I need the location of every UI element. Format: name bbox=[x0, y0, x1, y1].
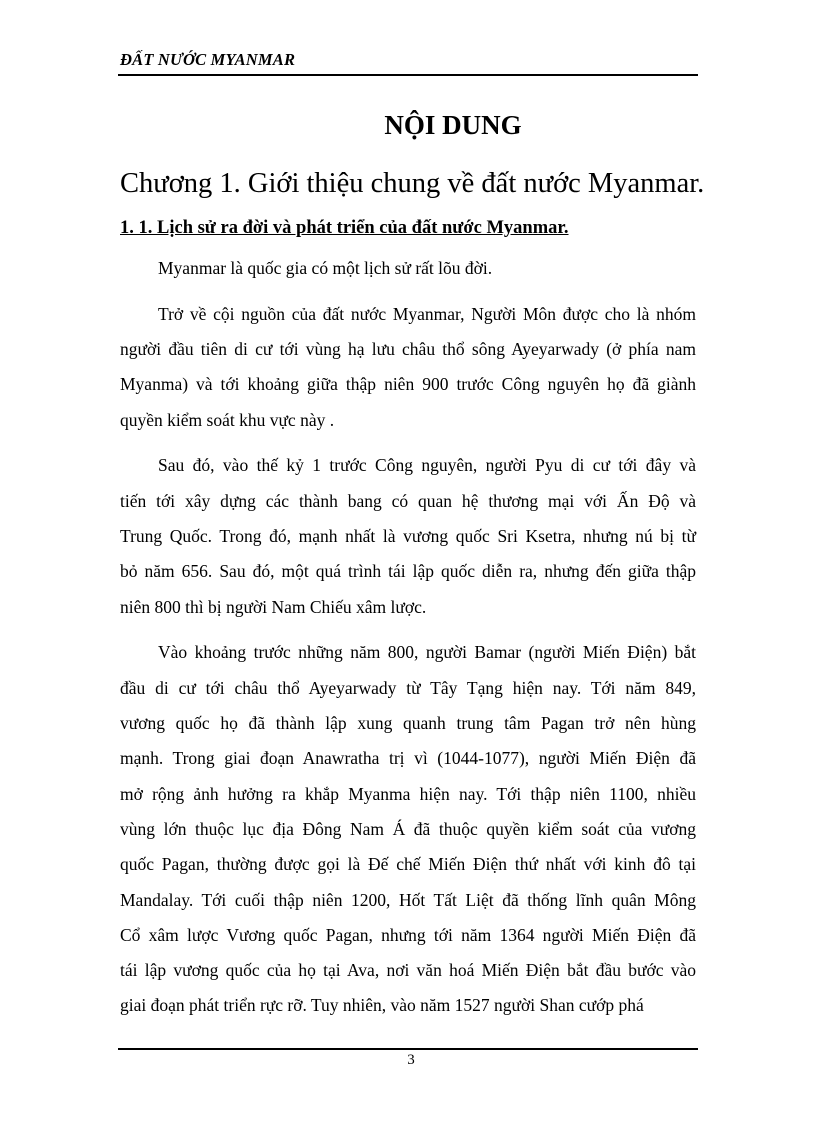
paragraph bbox=[120, 251, 696, 286]
section-heading: 1. 1. Lịch sử ra đời và phát triển của đất nước Myanmar. bbox=[120, 218, 569, 238]
text-line: vương quốc họ đã thành lập xung quanh trung tâm Pagan trở nên hùng bbox=[120, 713, 696, 734]
running-header-title: ĐẤT NƯỚC MYANMAR bbox=[120, 50, 296, 69]
main-heading: NỘI DUNG bbox=[384, 110, 522, 140]
text-line: Mandalay. Tới cuối thập niên 1200, Hốt Tất Liệt đã thống lĩnh quân Mông bbox=[120, 889, 696, 910]
paragraph bbox=[120, 635, 696, 1023]
text-line: niên 800 thì bị người Nam Chiếu xâm lược. bbox=[120, 596, 427, 617]
text-line: Sau đó, vào thế kỷ 1 trước Công nguyên, người Pyu di cư tới đây và bbox=[158, 455, 696, 476]
chapter-heading: Chương 1. Giới thiệu chung về đất nước Myanmar. bbox=[120, 168, 705, 199]
text-line: mạnh. Trong giai đoạn Anawratha trị vì (1044-1077), người Miến Điện đã bbox=[120, 748, 696, 769]
text-line: quốc Pagan, thường được gọi là Đế chế Miến Điện thứ nhất với kinh đô tại bbox=[120, 854, 696, 875]
text-line: tiến tới xây dựng các thành bang có quan hệ thương mại với Ấn Độ và bbox=[120, 490, 696, 511]
text-line: bỏ năm 656. Sau đó, một quá trình tái lập quốc diễn ra, nhưng đến giữa thập bbox=[120, 561, 696, 582]
text-line: Trung Quốc. Trong đó, mạnh nhất là vương quốc Sri Ksetra, nhưng nú bị từ bbox=[120, 526, 696, 547]
text-line: người đầu tiên di cư tới vùng hạ lưu châu thổ sông Ayeyarwady (ở phía nam bbox=[120, 339, 696, 360]
text-line: quyền kiểm soát khu vực này . bbox=[120, 409, 335, 430]
text-line: mở rộng ảnh hưởng ra khắp Myanma hiện nay. Tới thập niên 1100, nhiều bbox=[120, 783, 696, 804]
header-divider bbox=[118, 74, 698, 76]
text-line: giai đoạn phát triển rực rỡ. Tuy nhiên, vào năm 1527 người Shan cướp phá bbox=[120, 995, 644, 1016]
body-text bbox=[120, 251, 696, 1034]
text-line: Myanmar là quốc gia có một lịch sử rất lõu đời. bbox=[158, 258, 493, 278]
text-line: đầu di cư tới châu thổ Ayeyarwady từ Tây Tạng hiện nay. Tới năm 849, bbox=[120, 677, 696, 698]
text-line: Trở về cội nguồn của đất nước Myanmar, Người Môn được cho là nhóm bbox=[158, 303, 696, 324]
text-line: vùng lớn thuộc lục địa Đông Nam Á đã thuộc quyền kiểm soát của vương bbox=[120, 818, 696, 839]
paragraph bbox=[120, 297, 696, 438]
text-line: Myanma) và tới khoảng giữa thập niên 900 trước Công nguyên họ đã giành bbox=[120, 374, 696, 395]
text-line: Cổ xâm lược Vương quốc Pagan, nhưng tới năm 1364 người Miến Điện đã bbox=[120, 924, 696, 945]
text-line: tái lập vương quốc của họ tại Ava, nơi văn hoá Miến Điện bắt đầu bước vào bbox=[120, 960, 696, 981]
text-line: Vào khoảng trước những năm 800, người Bamar (người Miến Điện) bắt bbox=[158, 642, 696, 663]
page-number: 3 bbox=[407, 1052, 415, 1068]
footer-divider bbox=[118, 1048, 698, 1050]
paragraph bbox=[120, 448, 696, 624]
